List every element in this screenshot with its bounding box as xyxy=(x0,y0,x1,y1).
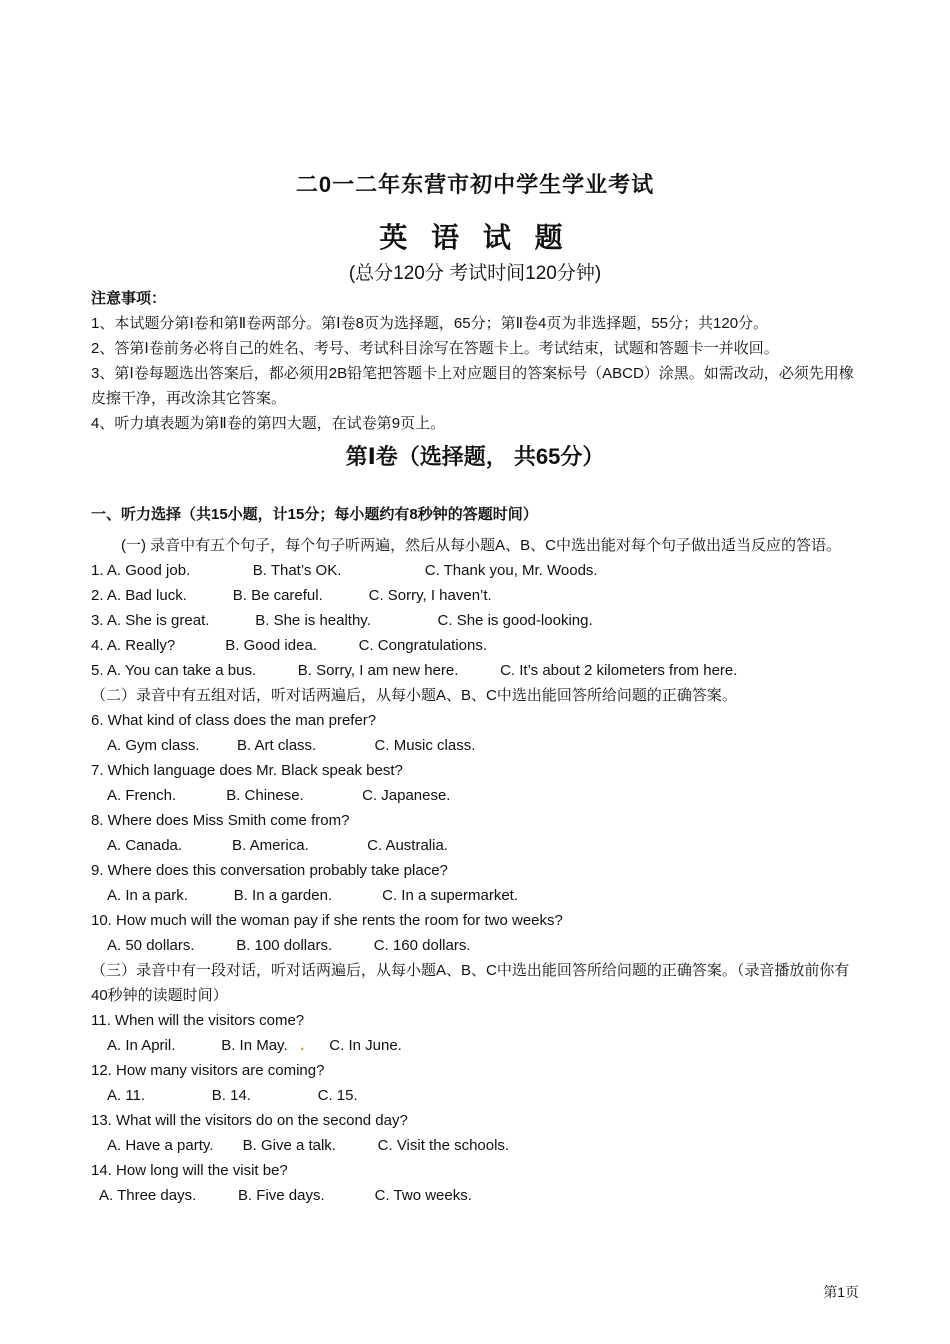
page-number: 第1页 xyxy=(823,1284,859,1300)
notice-item: 4、听力填表题为第Ⅱ卷的第四大题，在试卷第9页上。 xyxy=(91,415,446,432)
question-1: 1. A. Good job. B. That’s OK. C. Thank you, Mr. Woods. xyxy=(91,562,598,579)
question-11-options xyxy=(91,1033,866,1058)
notice-item: 2、答第Ⅰ卷前务必将自己的姓名、考号、考试科目涂写在答题卡上。考试结束，试题和答题卡一并收回。 xyxy=(91,340,779,357)
question-14: 14. How long will the visit be? xyxy=(91,1162,288,1179)
listening-section xyxy=(91,502,866,1208)
question-13-options: A. Have a party. B. Give a talk. C. Visit the schools. xyxy=(107,1137,510,1154)
question-13: 13. What will the visitors do on the second day? xyxy=(91,1112,408,1129)
subject-title: 英 语 试 题 xyxy=(379,222,571,253)
question-6: 6. What kind of class does the man prefer? xyxy=(91,712,377,729)
notice-item: 1、本试题分第Ⅰ卷和第Ⅱ卷两部分。第Ⅰ卷8页为选择题，65分；第Ⅱ卷4页为非选择题，55分；共120分。 xyxy=(91,315,769,332)
question-7-options: A. French. B. Chinese. C. Japanese. xyxy=(107,787,451,804)
question-3: 3. A. She is great. B. She is healthy. C. She is good-looking. xyxy=(91,612,593,629)
exam-title: 二0一二年东营市初中学生学业考试 xyxy=(295,172,655,197)
question-14-options: A. Three days. B. Five days. C. Two weeks. xyxy=(99,1187,472,1204)
question-5: 5. A. You can take a bus. B. Sorry, I am new here. C. It’s about 2 kilometers from here. xyxy=(91,662,738,679)
part1-title: 第Ⅰ卷（选择题， 共65分） xyxy=(345,444,605,469)
question-12-options: A. 11. B. 14. C. 15. xyxy=(107,1087,358,1104)
score-time-info: (总分120分 考试时间120分钟) xyxy=(348,263,602,284)
question-9-options: A. In a park. B. In a garden. C. In a supermarket. xyxy=(107,887,519,904)
notice-heading: 注意事项： xyxy=(91,290,167,307)
notice-item: 3、第Ⅰ卷每题选出答案后，都必须用2B铅笔把答题卡上对应题目的答案标号（ABCD）涂黑。如需改动，必须先用橡皮擦干净，再改涂其它答案。 xyxy=(91,365,854,407)
question-2: 2. A. Bad luck. B. Be careful. C. Sorry, I haven’t. xyxy=(91,587,492,604)
question-9: 9. Where does this conversation probably take place? xyxy=(91,862,448,879)
question-12: 12. How many visitors are coming? xyxy=(91,1062,325,1079)
sub1-instruction: (一) 录音中有五个句子，每个句子听两遍，然后从每小题A、B、C中选出能对每个句子做出适当反应的答语。 xyxy=(121,537,842,554)
question-7: 7. Which language does Mr. Black speak best? xyxy=(91,762,403,779)
question-4: 4. A. Really? B. Good idea. C. Congratulations. xyxy=(91,637,488,654)
sub2-instruction: （二）录音中有五组对话，听对话两遍后，从每小题A、B、C中选出能回答所给问题的正确答案。 xyxy=(91,687,737,704)
question-11-option-ab: A. In April. B. In May. xyxy=(107,1037,301,1054)
question-11: 11. When will the visitors come? xyxy=(91,1012,305,1029)
question-8-options: A. Canada. B. America. C. Australia. xyxy=(107,837,448,854)
question-10: 10. How much will the woman pay if she rents the room for two weeks? xyxy=(91,912,563,929)
section-heading: 一、听力选择（共15小题，计15分；每小题约有8秒钟的答题时间） xyxy=(91,506,538,523)
question-11-option-c: C. In June. xyxy=(304,1037,402,1054)
question-10-options: A. 50 dollars. B. 100 dollars. C. 160 dollars. xyxy=(107,937,471,954)
notice-block xyxy=(91,286,866,436)
question-6-options: A. Gym class. B. Art class. C. Music class. xyxy=(107,737,476,754)
sub3-instruction: （三）录音中有一段对话，听对话两遍后，从每小题A、B、C中选出能回答所给问题的正确答案。（录音播放前你有40秒钟的读题时间） xyxy=(91,962,850,1004)
question-8: 8. Where does Miss Smith come from? xyxy=(91,812,350,829)
marker-dot: . xyxy=(300,1037,305,1054)
